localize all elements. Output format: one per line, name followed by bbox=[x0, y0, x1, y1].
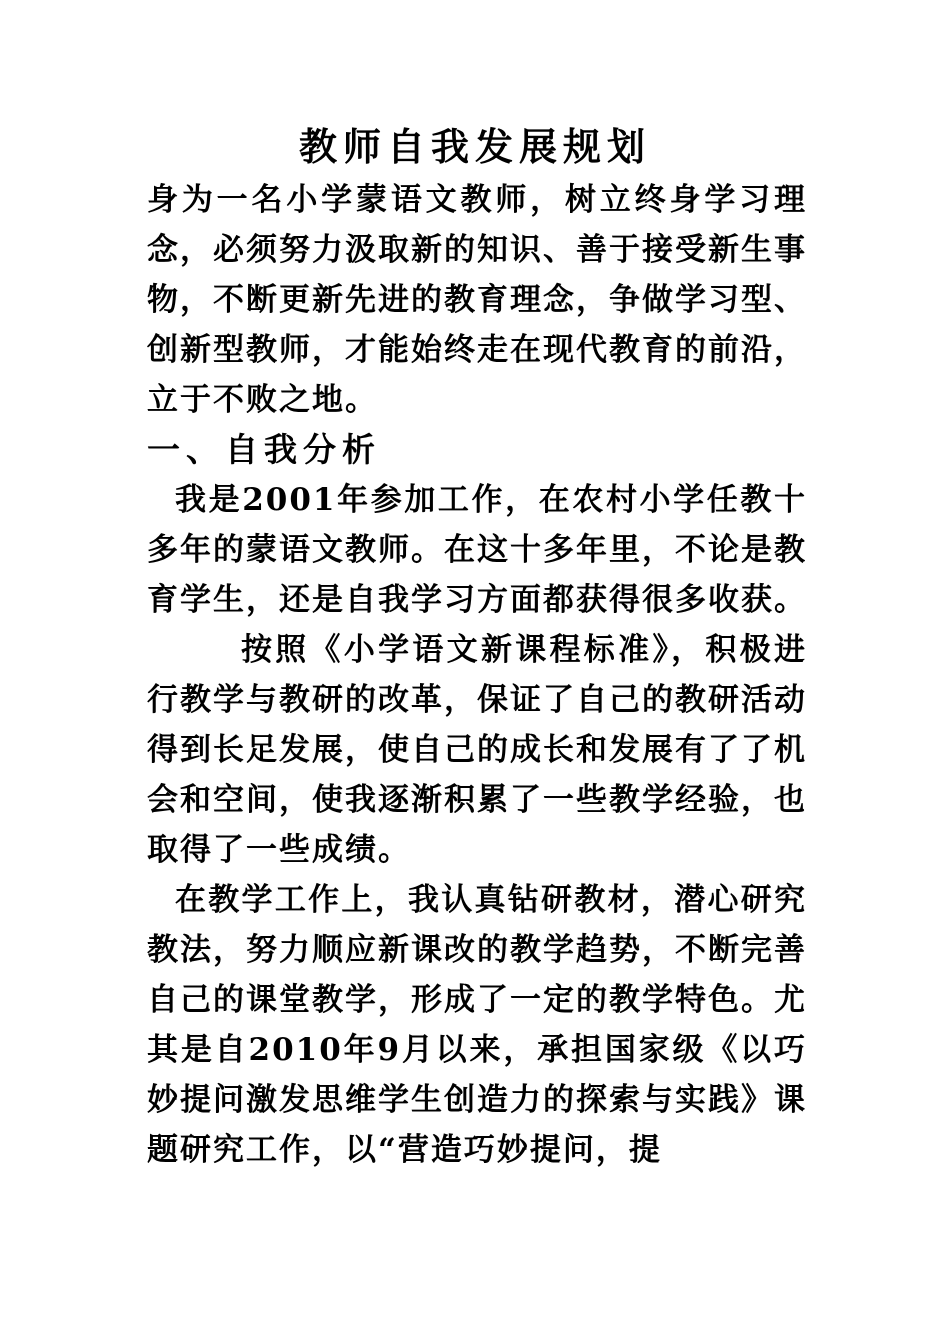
section-heading-self-analysis: 一、自我分析 bbox=[147, 430, 381, 469]
intro-paragraph: 身为一名小学蒙语文教师，树立终身学习理念，必须努力汲取新的知识、善于接受新生事物，不断更新先进的教育理念，争做学习型、创新型教师，才能始终走在现代教育的前沿，立于不败之地。 bbox=[147, 182, 807, 418]
paragraph-teaching-work: 在教学工作上，我认真钻研教材，潜心研究教法，努力顺应新课改的教学趋势，不断完善自己的课堂教学，形成了一定的教学特色。尤其是自2010年9月以来，承担国家级《以巧妙提问激发思维学生创造力的探索与实践》课题研究工作，以“营造巧妙提问，提 bbox=[147, 882, 807, 1168]
document-title: 教师自我发展规划 bbox=[298, 124, 651, 169]
document-body bbox=[147, 175, 807, 1175]
paragraph-work-experience: 我是2001年参加工作，在农村小学任教十多年的蒙语文教师。在这十多年里，不论是教育学生，还是自我学习方面都获得很多收获。 bbox=[147, 482, 807, 618]
paragraph-curriculum-standard: 按照《小学语文新课程标准》，积极进行教学与教研的改革，保证了自己的教研活动得到长足发展，使自己的成长和发展有了了机会和空间，使我逐渐积累了一些教学经验，也取得了一些成绩。 bbox=[147, 632, 807, 868]
